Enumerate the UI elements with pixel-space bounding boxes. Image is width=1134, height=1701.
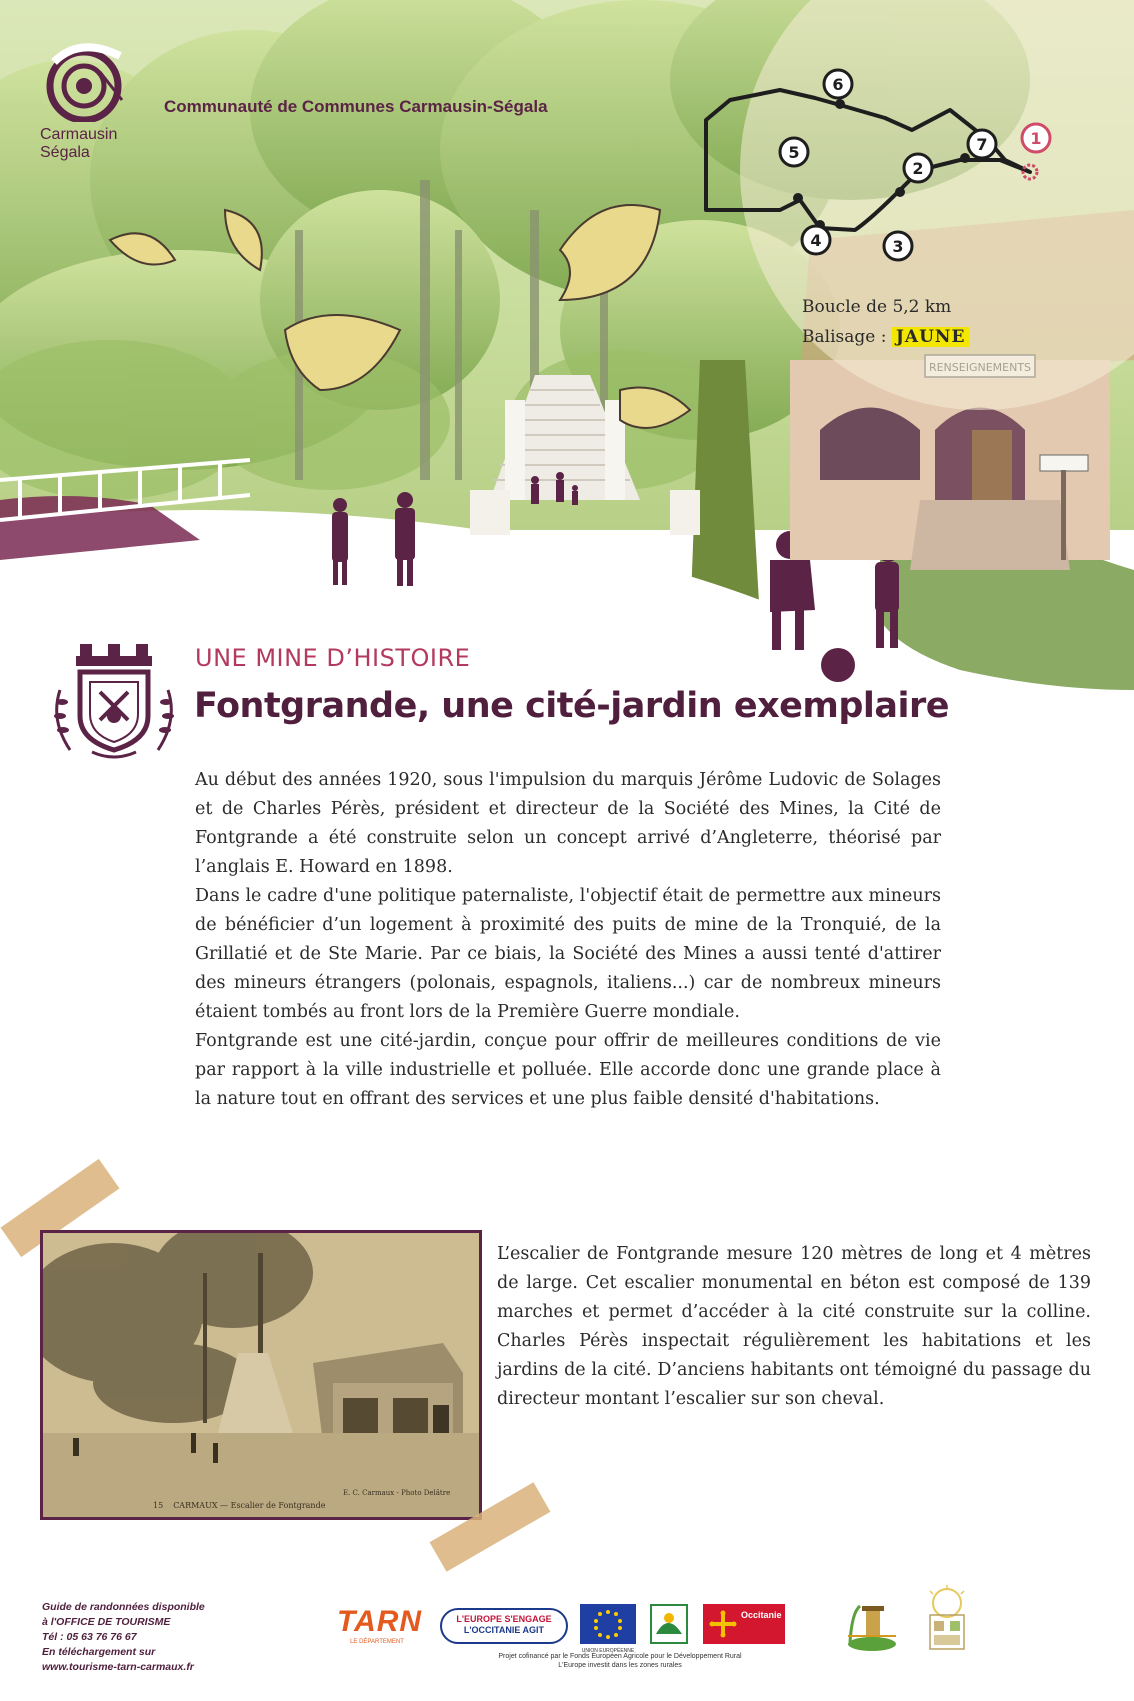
marking-value: JAUNE [892,327,970,347]
body-paragraph-2: Dans le cadre d'une politique paternaliste, l'objectif était de permettre aux mineurs de bénéficier d’un logement à proximité des puits de mine de la Tronquié, de la Grillatié et de Ste Marie. Par ce biais, la Société des Mines a aussi tenté d'attirer des mineurs étrangers (polonais, espagnols, italiens...) car de nombreux mineurs étaient tombés au front lors de la Première Guerre mondiale. [195,886,941,1022]
marking-row [802,322,969,352]
body-paragraph-3: Fontgrande est une cité-jardin, conçue pour offrir de meilleures conditions de vie par rapport à la ville industrielle et polluée. Elle accorde donc une grande place à la nature tout en offrant des services et une plus faible densité d'habitations. [195,1031,941,1109]
local-partner-logo-1 [842,1592,902,1654]
step-7 [968,130,996,158]
photo-credit: E. C. Carmaux - Photo Delâtre [343,1489,451,1497]
svg-text:5: 5 [788,143,800,162]
section-title: Fontgrande, une cité-jardin exemplaire [194,686,950,726]
org-logo-line1: Carmausin [40,126,118,143]
europe-occitanie-logo [440,1608,568,1644]
loop-length: Boucle de 5,2 km [802,297,952,317]
route-map [690,60,1070,280]
eu-flag-logo [580,1604,636,1654]
historic-photo [40,1230,482,1520]
step-6 [824,70,852,98]
marking-label: Balisage : [802,327,887,347]
photo-description: L’escalier de Fontgrande mesure 120 mètres de long et 4 mètres de large. Cet escalier monumental en béton est composé de 139 marches et permet d’accéder à la cité construite sur la colline. Charles Pérès inspectait régulièrement les habitations et les jardins de la cité. D’anciens habitants ont témoigné du passage du directeur montant l’escalier sur son cheval. [497,1244,1091,1409]
step-1 [1022,124,1050,152]
photo-caption [153,1501,326,1510]
photo-scene [43,1233,479,1517]
occitan-cross-icon [709,1610,737,1638]
org-name: Communauté de Communes Carmausin-Ségala [164,97,548,116]
funding-note [440,1652,800,1670]
step-3 [884,232,912,260]
section-kicker: UNE MINE D’HISTOIRE [195,644,471,672]
tarn-logo [337,1605,423,1645]
svg-text:6: 6 [832,75,844,94]
org-logo [40,42,140,162]
footer-line-4: En téléchargement sur [42,1646,156,1658]
step-5 [780,138,808,166]
europe-logo-line1: L'EUROPE S'ENGAGE [456,1614,552,1624]
step-4 [802,226,830,254]
local-partner-logo-2 [922,1585,972,1659]
org-logo-line2: Ségala [40,144,90,161]
funding-line-2: L'Europe investit dans les zones rurales [558,1662,682,1669]
eu-flag-icon [580,1604,636,1644]
region-label: Occitanie [741,1610,782,1620]
occitanie-region-logo [703,1604,785,1644]
svg-text:7: 7 [976,135,988,154]
europe-logo-line2: L'OCCITANIE AGIT [463,1625,545,1635]
footer-line-1: Guide de randonnées disponible [42,1601,205,1613]
footer-line-3: Tél : 05 63 76 76 67 [42,1631,137,1643]
funding-line-1: Projet cofinancé par le Fonds Européen Agricole pour le Développement Rural [498,1653,742,1660]
footer-line-5[interactable]: www.tourisme-tarn-carmaux.fr [42,1661,194,1673]
route-path [706,90,1030,230]
footer-line-2: à l'OFFICE DE TOURISME [42,1616,171,1628]
eu-label: UNION EUROPÉENNE [581,1648,635,1654]
tarn-logo-text: TARN [337,1605,423,1638]
coat-of-arms-icon [50,640,178,766]
body-text [195,766,941,1114]
svg-text:4: 4 [810,231,822,250]
svg-text:2: 2 [912,159,924,178]
route-info [802,292,969,352]
body-paragraph-1: Au début des années 1920, sous l'impulsion du marquis Jérôme Ludovic de Solages et de Charles Pérès, président et directeur de la Société des Mines, la Cité de Fontgrande a été construite selon un concept arrivé d’Angleterre, théorisé par l’anglais E. Howard en 1898. [195,770,941,877]
svg-text:3: 3 [892,237,904,256]
tarn-logo-sub: LE DÉPARTEMENT [350,1639,404,1645]
footer-info [42,1600,242,1675]
photo-caption-number: 15 [153,1501,164,1510]
step-2 [904,154,932,182]
svg-text:1: 1 [1030,129,1042,148]
org-logo-icon [40,42,136,122]
photo-caption-text: CARMAUX — Escalier de Fontgrande [173,1501,326,1510]
leader-logo [650,1604,688,1644]
